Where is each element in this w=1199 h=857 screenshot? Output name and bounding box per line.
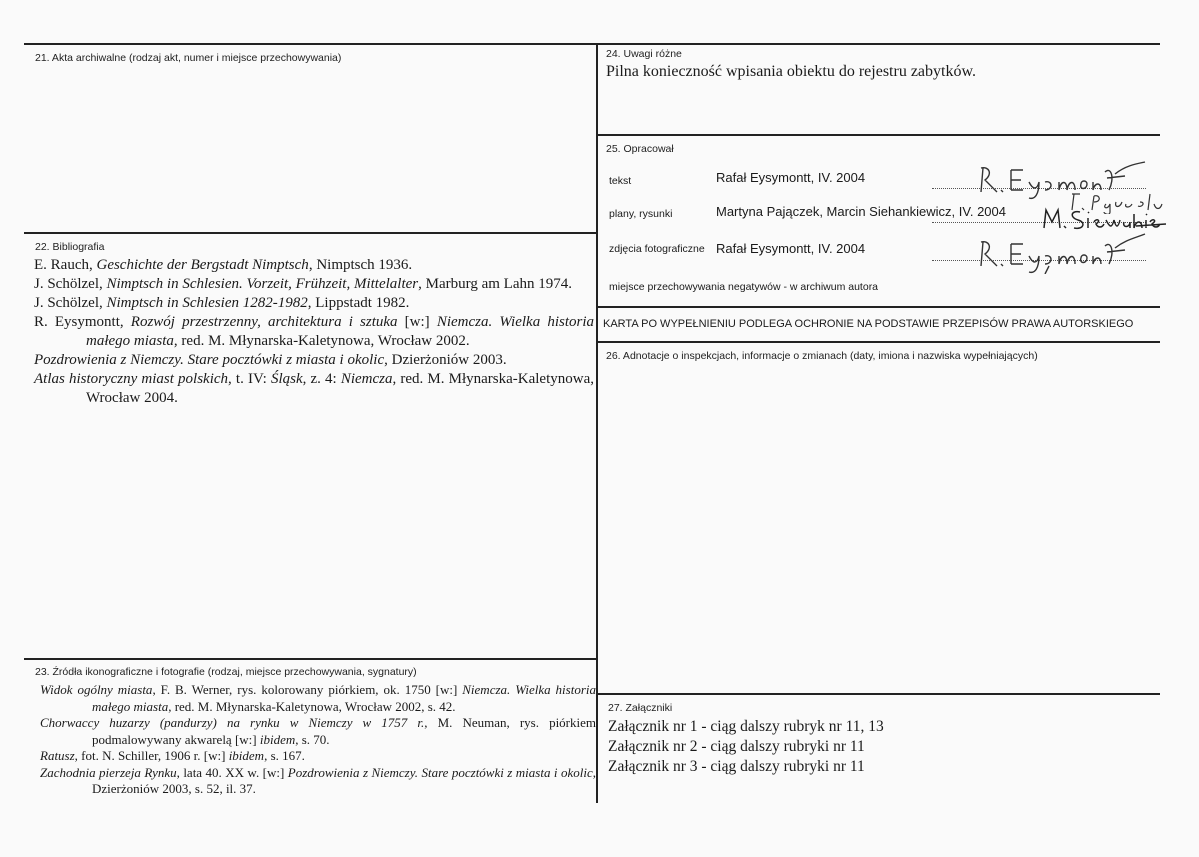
iconography-entry: Chorwaccy huzarzy (pandurzy) na rynku w Niemczy w 1757 r., M. Neuman, rys. piórkiem podmalowywany akwarelą [w:] ibidem, s. 70. <box>40 715 596 747</box>
iconography-list <box>40 682 596 798</box>
top-rule <box>24 43 1160 45</box>
iconography-entry: Widok ogólny miasta, F. B. Werner, rys. kolorowany piórkiem, ok. 1750 [w:] Niemcza. Wielka historia małego miasta, red. M. Młynarska-Kaletynowa, Wrocław 2002, s. 42. <box>40 682 596 714</box>
bibliography-entry: E. Rauch, Geschichte der Bergstadt Nimptsch, Nimptsch 1936. <box>34 257 413 273</box>
bibliography-entry: R. Eysymontt, Rozwój przestrzenny, architektura i sztuka [w:] Niemcza. Wielka historia małego miasta, red. M. Młynarska-Kaletynowa, Wrocław 2002. <box>34 314 595 349</box>
signature-eysymontt-2 <box>975 230 1155 274</box>
bibliography-entry: J. Schölzel, Nimptsch in Schlesien. Vorzeit, Frühzeit, Mittelalter, Marburg am Lahn 1974. <box>34 276 573 292</box>
section-23-label: 23. Źródła ikonograficzne i fotografie (rodzaj, miejsce przechowywania, sygnatury) <box>35 666 417 678</box>
section-25-label: 25. Opracował <box>606 143 674 155</box>
bibliography-entry: J. Schölzel, Nimptsch in Schlesien 1282-1982, Lippstadt 1982. <box>34 295 410 311</box>
drawings-author-key: plany, rysunki <box>609 208 673 220</box>
attachment-item: Załącznik nr 2 - ciąg dalszy rubryki nr 11 <box>608 738 865 755</box>
section-26-label: 26. Adnotacje o inspekcjach, informacje o zmianach (daty, imiona i nazwiska wypełniających) <box>606 350 1038 362</box>
rule-left-21-22 <box>24 232 597 234</box>
section-24-label: 24. Uwagi różne <box>606 48 682 60</box>
rule-right-24-25 <box>596 134 1160 136</box>
iconography-entry: Zachodnia pierzeja Rynku, lata 40. XX w. [w:] Pozdrowienia z Niemczy. Stare pocztówki z miasta i okolic, Dzierżoniów 2003, s. 52, il. 37. <box>40 764 596 796</box>
bibliography-list <box>34 256 594 408</box>
text-author-key: tekst <box>609 175 632 187</box>
center-divider <box>596 43 598 803</box>
attachment-item: Załącznik nr 3 - ciąg dalszy rubryki nr 11 <box>608 758 865 775</box>
photos-author-key: zdjęcia fotograficzne <box>609 243 705 255</box>
bibliography-entry: Atlas historyczny miast polskich, t. IV: Śląsk, z. 4: Niemcza, red. M. Młynarska-Kaletynowa, Wrocław 2004. <box>34 371 594 406</box>
text-author-value: Rafał Eysymontt, IV. 2004 <box>716 170 866 185</box>
signature-siehankiewicz <box>1040 206 1168 232</box>
negatives-location: miejsce przechowywania negatywów - w archiwum autora <box>609 281 879 293</box>
drawings-author-value: Martyna Pajączek, Marcin Siehankiewicz, IV. 2004 <box>716 204 1006 219</box>
bibliography-entry: Pozdrowienia z Niemczy. Stare pocztówki z miasta i okolic, Dzierżoniów 2003. <box>34 352 507 368</box>
rule-right-26-27 <box>596 693 1160 695</box>
section-21-label: 21. Akta archiwalne (rodzaj akt, numer i miejsce przechowywania) <box>35 52 342 64</box>
attachment-item: Załącznik nr 1 - ciąg dalszy rubryk nr 11, 13 <box>608 718 884 735</box>
remarks-text: Pilna konieczność wpisania obiektu do rejestru zabytków. <box>606 63 976 80</box>
photos-author-value: Rafał Eysymontt, IV. 2004 <box>716 241 866 256</box>
section-22-label: 22. Bibliografia <box>35 241 105 253</box>
rule-right-25-copyright <box>596 306 1160 308</box>
copyright-notice: KARTA PO WYPEŁNIENIU PODLEGA OCHRONIE NA PODSTAWIE PRZEPISÓW PRAWA AUTORSKIEGO <box>603 318 1134 330</box>
rule-left-22-23 <box>24 658 597 660</box>
iconography-entry: Ratusz, fot. N. Schiller, 1906 r. [w:] ibidem, s. 167. <box>40 748 305 763</box>
rule-right-copyright-26 <box>596 341 1160 343</box>
section-27-label: 27. Załączniki <box>608 702 673 714</box>
